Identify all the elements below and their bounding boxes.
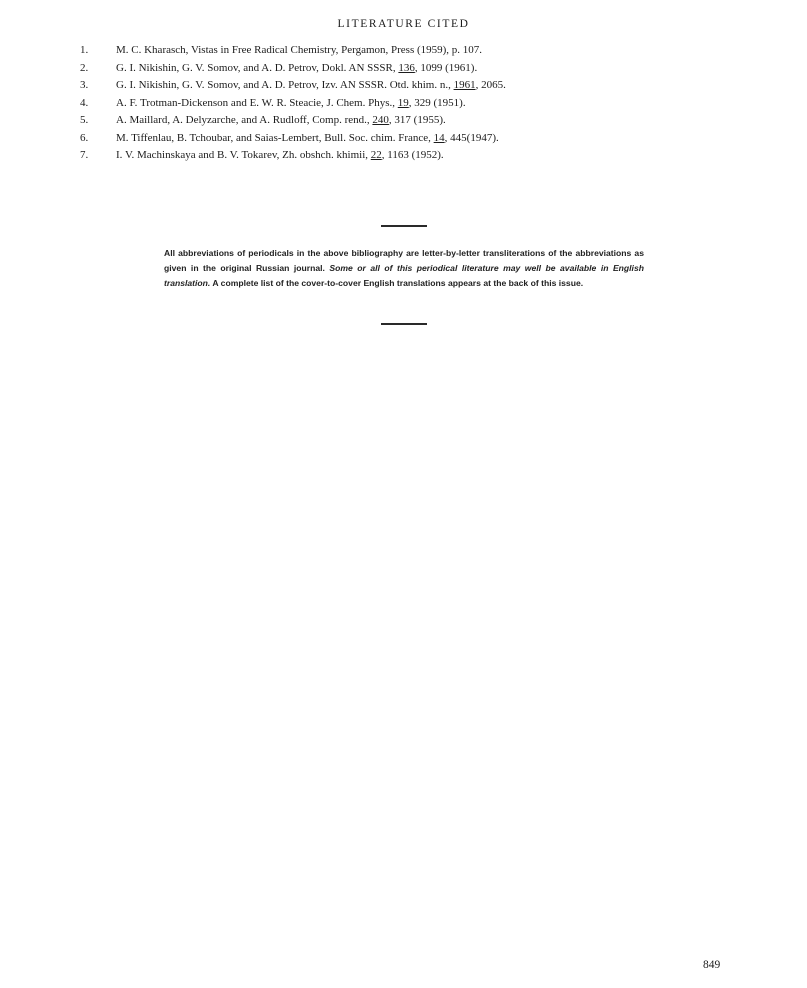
reference-number: 5. [80, 114, 89, 126]
reference-text [116, 77, 506, 95]
reference-citation: A. F. Trotman-Dickenson and E. W. R. Steacie, J. Chem. Phys., [116, 96, 398, 109]
reference-list [80, 42, 720, 165]
reference-pages: , 1099 (1961). [414, 61, 478, 74]
reference-item [80, 42, 720, 60]
divider-bottom [381, 323, 427, 325]
reference-citation: G. I. Nikishin, G. V. Somov, and A. D. Petrov, Dokl. AN SSSR, [116, 61, 399, 74]
reference-item [80, 130, 720, 148]
reference-text [116, 147, 444, 165]
reference-text [116, 112, 446, 130]
translator-note [164, 246, 644, 291]
reference-volume: 22 [370, 149, 382, 161]
reference-item [80, 77, 720, 95]
reference-number: 1. [80, 44, 89, 56]
reference-pages: , 445(1947). [444, 131, 499, 144]
reference-volume: 14 [433, 131, 445, 144]
reference-text [116, 130, 499, 148]
reference-citation: M. C. Kharasch, Vistas in Free Radical Chemistry, Pergamon, Press (1959), p. 107. [116, 44, 483, 56]
reference-citation: A. Maillard, A. Delyzarche, and A. Rudloff, Comp. rend., [116, 114, 373, 126]
reference-number: 6. [80, 131, 89, 144]
reference-volume: 1961 [453, 79, 476, 91]
page-number: 849 [703, 959, 721, 971]
reference-volume: 19 [397, 96, 409, 109]
reference-volume: 240 [372, 114, 389, 126]
reference-pages: , 317 (1955). [388, 114, 446, 126]
reference-citation: G. I. Nikishin, G. V. Somov, and A. D. Petrov, Izv. AN SSSR. Otd. khim. n., [116, 79, 454, 91]
reference-item [80, 112, 720, 130]
reference-number: 3. [80, 79, 89, 91]
reference-pages: , 329 (1951). [408, 96, 466, 109]
reference-item [80, 60, 720, 78]
reference-number: 7. [80, 149, 89, 161]
reference-number: 4. [80, 96, 89, 109]
note-text-italic: Some or all of this periodical literature may well be available in English translation. [164, 263, 644, 288]
reference-item [80, 147, 720, 165]
reference-citation: M. Tiffenlau, B. Tchoubar, and Saias-Lembert, Bull. Soc. chim. France, [116, 131, 434, 144]
reference-number: 2. [80, 61, 89, 74]
reference-item [80, 95, 720, 113]
note-text-part3: A complete list of the cover-to-cover English translations appears at the back of this issue. [210, 278, 584, 288]
section-heading: LITERATURE CITED [337, 18, 470, 30]
note-text-part1: All abbreviations of periodicals in the above bibliography are letter-by-letter transliterations of the abbreviations as given in the original Russian journal. [164, 248, 644, 273]
reference-pages: , 2065. [475, 79, 506, 91]
reference-volume: 136 [398, 61, 415, 74]
reference-citation: I. V. Machinskaya and B. V. Tokarev, Zh. obshch. khimii, [116, 149, 371, 161]
reference-text [116, 60, 477, 78]
reference-text [116, 42, 482, 60]
reference-text [116, 95, 466, 113]
divider-top [381, 225, 427, 227]
reference-pages: , 1163 (1952). [381, 149, 444, 161]
